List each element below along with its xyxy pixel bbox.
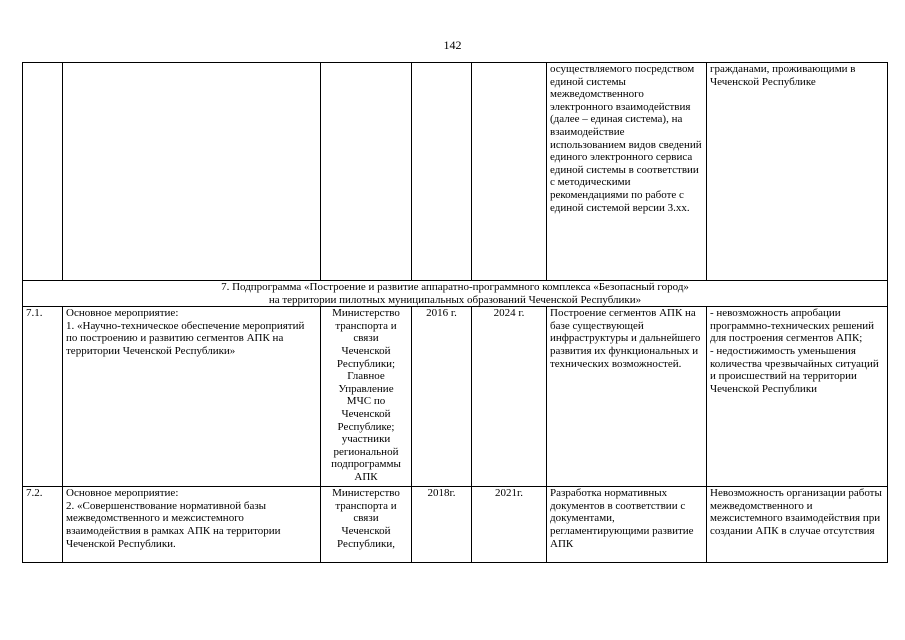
section-header-row bbox=[23, 281, 888, 307]
cell-start-year: 2018г. bbox=[412, 487, 472, 563]
cell-event-name bbox=[63, 63, 321, 281]
cell-num: 7.2. bbox=[23, 487, 63, 563]
event-label: Основное мероприятие: bbox=[66, 487, 179, 500]
cell-end-year bbox=[472, 63, 547, 281]
cell-end-year: 2024 г. bbox=[472, 307, 547, 487]
table-row-continuation bbox=[23, 63, 888, 281]
cell-executor: Министерство транспорта и связи Чеченской Республики; Главное Управление МЧС по Чеченской Республике; участники региональной подпрограммы АПК bbox=[321, 307, 412, 487]
cell-event-name bbox=[63, 307, 321, 487]
cell-executor bbox=[321, 63, 412, 281]
cell-start-year: 2016 г. bbox=[412, 307, 472, 487]
cell-event-name bbox=[63, 487, 321, 563]
event-title: 2. «Совершенствование нормативной базы межведомственного и межсистемного взаимодействия в рамках АПК на территории Чеченской Республики. bbox=[66, 499, 281, 550]
program-table bbox=[22, 62, 888, 563]
cell-num: 7.1. bbox=[23, 307, 63, 487]
section-title-line-1: 7. Подпрограмма «Построение и развитие аппаратно-программного комплекса «Безопасный город» bbox=[221, 281, 689, 293]
cell-num bbox=[23, 63, 63, 281]
cell-result: Разработка нормативных документов в соответствии с документами, регламентирующими развитие АПК bbox=[547, 487, 707, 563]
event-title: 1. «Научно-техническое обеспечение мероприятий по построению и развитию сегментов АПК на территории Чеченской Республики» bbox=[66, 319, 305, 357]
cell-end-year: 2021г. bbox=[472, 487, 547, 563]
cell-risk: гражданами, проживающими в Чеченской Республике bbox=[707, 63, 888, 281]
section-title bbox=[23, 281, 888, 307]
cell-result: Построение сегментов АПК на базе существующей инфраструктуры и дальнейшего развития их функциональных и технических возможностей. bbox=[547, 307, 707, 487]
cell-executor: Министерство транспорта и связи Чеченской Республики, bbox=[321, 487, 412, 563]
cell-start-year bbox=[412, 63, 472, 281]
event-label: Основное мероприятие: bbox=[66, 307, 179, 320]
page-number: 142 bbox=[443, 38, 462, 52]
table-row bbox=[23, 487, 888, 563]
table-row bbox=[23, 307, 888, 487]
cell-result: осуществляемого посредством единой системы межведомственного электронного взаимодействия (далее – единая система), на взаимодействие использованием видов сведений единого электронного сервиса единой системы в соответствии с методическими рекомендациями по работе с единой системой версии 3.хх. bbox=[547, 63, 707, 281]
cell-risk: Невозможность организации работы межведомственного и межсистемного взаимодействия при создании АПК в случае отсутствия bbox=[707, 487, 888, 563]
section-title-line-2: на территории пилотных муниципальных образований Чеченской Республики» bbox=[268, 293, 642, 306]
cell-risk: - невозможность апробации программно-технических решений для построения сегментов АПК; - недостижимость уменьшения количества чрезвычайных ситуаций и происшествий на территории Чеченской Республики bbox=[707, 307, 888, 487]
